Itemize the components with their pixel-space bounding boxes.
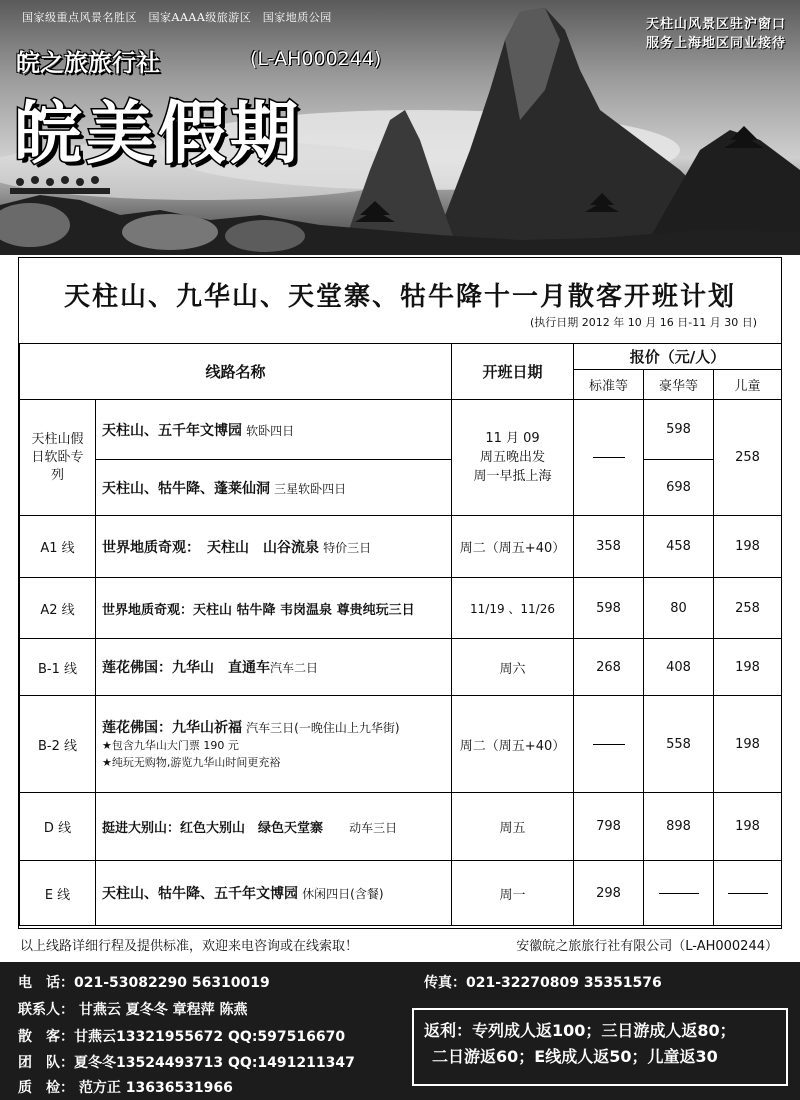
quality-line: 质 检： 范方正 13636531966 <box>18 1080 233 1096</box>
departure-date: 周二（周五+40） <box>452 516 574 578</box>
header-deluxe: 豪华等 <box>644 370 714 400</box>
price-standard: 358 <box>574 516 644 578</box>
departure-date: 周五 <box>452 793 574 861</box>
schedule-table <box>19 343 782 926</box>
route-tag: 特价三日 <box>323 540 372 555</box>
table-row <box>20 400 782 460</box>
route-tag: 三星软卧四日 <box>274 481 347 496</box>
header-date: 开班日期 <box>452 344 574 400</box>
price-standard-empty <box>574 696 644 793</box>
price-deluxe: 80 <box>644 578 714 639</box>
table-row <box>20 639 782 696</box>
route-main: 天柱山、五千年文博园 <box>102 422 242 439</box>
header-standard: 标准等 <box>574 370 644 400</box>
price-standard: 268 <box>574 639 644 696</box>
route-name <box>96 400 452 460</box>
price-child: 198 <box>714 639 782 696</box>
route-main: 莲花佛国：九华山祈福 <box>102 720 242 736</box>
rebate-line-1: 返利：专列成人返100；三日游成人返80； <box>424 1021 736 1040</box>
route-tag: 休闲四日(含餐) <box>302 887 384 901</box>
price-standard: 298 <box>574 861 644 926</box>
banner-tagline: 国家级重点风景名胜区 国家AAAA级旅游区 国家地质公园 <box>22 11 332 24</box>
header-banner <box>0 0 800 255</box>
date-line-1: 11 月 09 <box>485 431 540 446</box>
price-deluxe: 698 <box>644 460 714 516</box>
route-name <box>96 861 452 926</box>
route-tag: 汽车二日 <box>270 661 319 675</box>
plan-period: (执行日期 2012 年 10 月 16 日-11 月 30 日) <box>529 316 757 329</box>
route-name <box>96 516 452 578</box>
fax-line: 传真：021-32270809 35351576 <box>424 975 662 991</box>
table-row <box>20 578 782 639</box>
header-route: 线路名称 <box>20 344 452 400</box>
price-deluxe: 898 <box>644 793 714 861</box>
price-deluxe: 598 <box>644 400 714 460</box>
rebate-box <box>412 1008 788 1086</box>
route-tag: 软卧四日 <box>246 423 295 438</box>
route-main: 世界地质奇观：天柱山 牯牛降 韦岗温泉 尊贵纯玩三日 <box>102 602 415 618</box>
price-standard: 598 <box>574 578 644 639</box>
banner-title: 皖美假期 <box>14 95 303 174</box>
rebate-line-2: 二日游返60；E线成人返50；儿童返30 <box>432 1047 718 1066</box>
header-child: 儿童 <box>714 370 782 400</box>
price-child: 198 <box>714 516 782 578</box>
departure-date: 11/19 、11/26 <box>452 578 574 639</box>
brand-license: (L-AH000244) <box>250 48 382 70</box>
route-tag: 动车三日 <box>349 821 398 835</box>
line-code: A2 线 <box>20 578 96 639</box>
group-line: 团 队：夏冬冬13524493713 QQ:1491211347 <box>18 1055 355 1071</box>
table-row <box>20 516 782 578</box>
slogan-line-2: 服务上海地区同业接待 <box>645 36 786 51</box>
route-note: ★纯玩无购物,游览九华山时间更充裕 <box>102 756 281 769</box>
line-code: A1 线 <box>20 516 96 578</box>
price-deluxe: 558 <box>644 696 714 793</box>
departure-date: 周一 <box>452 861 574 926</box>
date-line-2: 周五晚出发 <box>480 450 546 465</box>
departure-date <box>452 400 574 516</box>
line-code: B-1 线 <box>20 639 96 696</box>
brand-name: 皖之旅旅行社 <box>16 49 160 77</box>
line-code: D 线 <box>20 793 96 861</box>
departure-date: 周六 <box>452 639 574 696</box>
price-standard: 798 <box>574 793 644 861</box>
slogan-line-1: 天柱山风景区驻沪窗口 <box>645 17 786 32</box>
phone-line: 电 话：021-53082290 56310019 <box>18 975 270 991</box>
price-child: 258 <box>714 578 782 639</box>
footnote: 以上线路详细行程及提供标准，欢迎来电咨询或在线索取！ <box>20 939 359 954</box>
departure-date: 周二（周五+40） <box>452 696 574 793</box>
header-price: 报价（元/人） <box>574 344 782 370</box>
table-row <box>20 793 782 861</box>
schedule-box <box>18 257 782 929</box>
price-deluxe: 408 <box>644 639 714 696</box>
line-code: B-2 线 <box>20 696 96 793</box>
price-child-empty <box>714 861 782 926</box>
route-main: 莲花佛国：九华山 直通车 <box>102 660 270 676</box>
route-main: 挺进大别山：红色大别山 绿色天堂寨 <box>102 821 324 836</box>
price-deluxe-empty <box>644 861 714 926</box>
route-name <box>96 639 452 696</box>
individual-line: 散 客：甘燕云13321955672 QQ:597516670 <box>18 1029 346 1045</box>
price-child: 198 <box>714 793 782 861</box>
route-name <box>96 696 452 793</box>
route-main: 世界地质奇观： 天柱山 山谷流泉 <box>102 539 319 556</box>
route-name <box>96 793 452 861</box>
date-line-3: 周一早抵上海 <box>473 469 552 484</box>
dash-icon <box>593 457 625 458</box>
route-main: 天柱山、牯牛降、五千年文博园 <box>102 886 298 902</box>
dash-icon <box>728 893 768 894</box>
route-tag: 汽车三日(一晚住山上九华街) <box>246 721 400 735</box>
price-child: 258 <box>714 400 782 516</box>
line-code: 天柱山假日软卧专列 <box>20 400 96 516</box>
contacts-line: 联系人： 甘燕云 夏冬冬 章程萍 陈燕 <box>18 1002 248 1018</box>
contact-panel <box>0 962 800 1100</box>
route-main: 天柱山、牯牛降、蓬莱仙洞 <box>102 480 270 497</box>
route-name <box>96 578 452 639</box>
table-row <box>20 861 782 926</box>
price-deluxe: 458 <box>644 516 714 578</box>
line-code: E 线 <box>20 861 96 926</box>
table-header-row <box>20 344 782 370</box>
table-row <box>20 696 782 793</box>
company-name: 安徽皖之旅旅行社有限公司（L-AH000244） <box>516 939 778 954</box>
route-note: ★包含九华山大门票 190 元 <box>102 739 239 752</box>
table-row <box>20 460 782 516</box>
dash-icon <box>593 744 625 745</box>
route-name <box>96 460 452 516</box>
dash-icon <box>659 893 699 894</box>
price-standard-empty <box>574 400 644 516</box>
price-child: 198 <box>714 696 782 793</box>
banner-slogan <box>646 15 786 53</box>
plan-title: 天柱山、九华山、天堂寨、牯牛降十一月散客开班计划 <box>63 282 736 312</box>
